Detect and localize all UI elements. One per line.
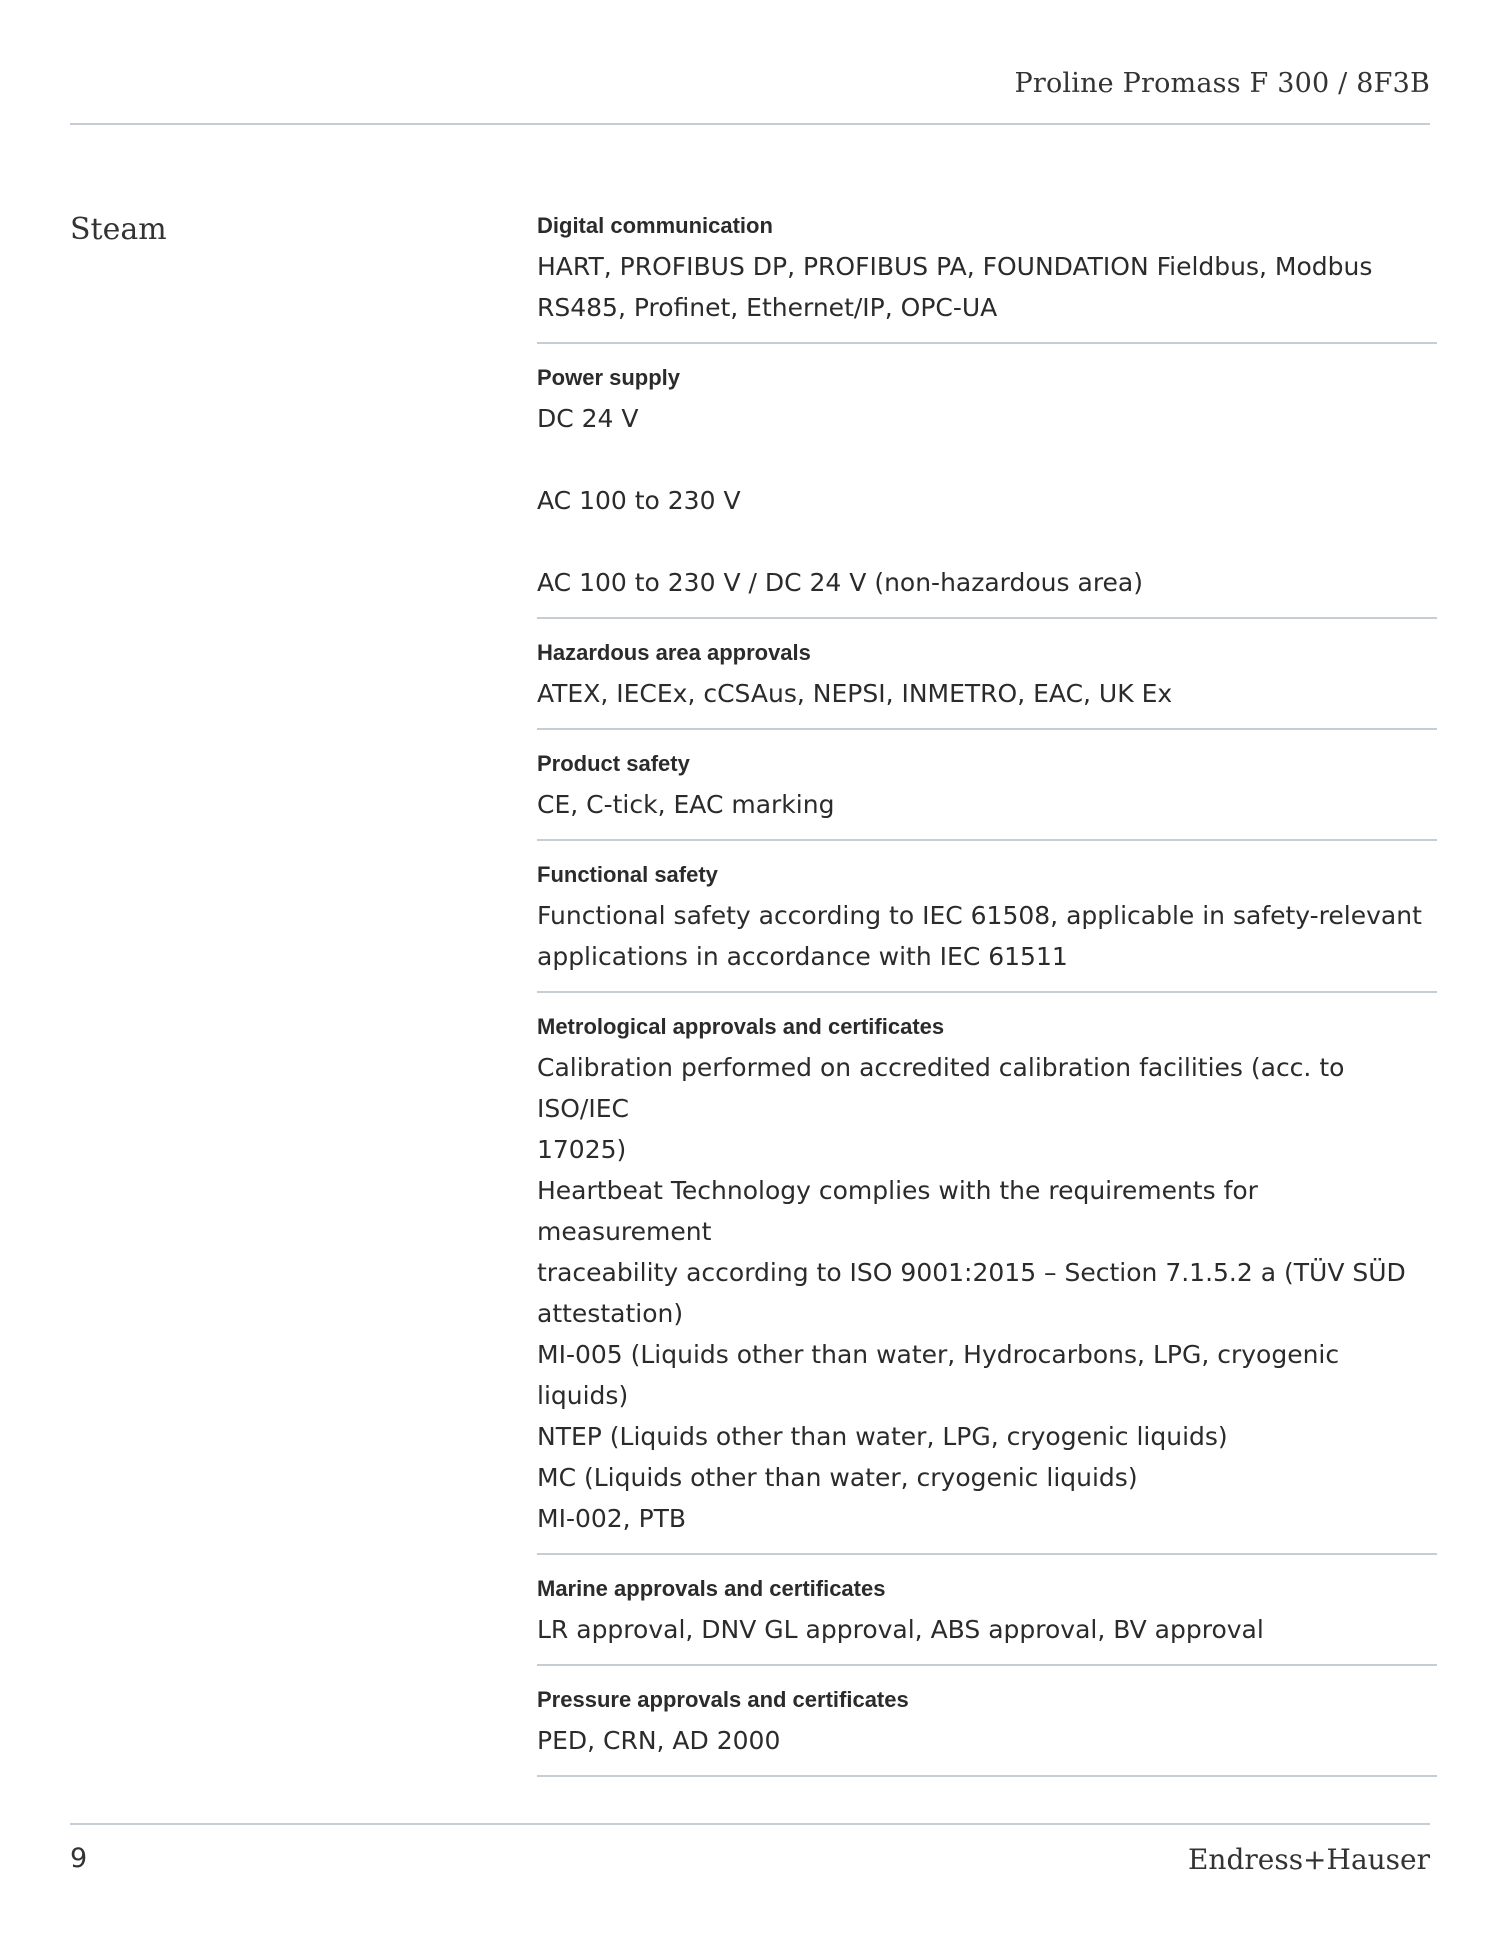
spec-list [537, 212, 1437, 1797]
entry-label: Pressure approvals and certificates [537, 1687, 909, 1712]
entry-text: ATEX, IECEx, cCSAus, NEPSI, INMETRO, EAC, UK Ex [537, 679, 1173, 708]
entry-text: traceability according to ISO 9001:2015 – Section 7.1.5.2 a (TÜV SÜD [537, 1258, 1406, 1287]
entry-text: LR approval, DNV GL approval, ABS approval, BV approval [537, 1615, 1264, 1644]
entry-text: DC 24 V [537, 404, 639, 433]
header-divider [70, 123, 1430, 125]
page-number: 9 [70, 1843, 88, 1874]
brand-name: Endress+Hauser [1187, 1843, 1430, 1876]
entry-label: Metrological approvals and certificates [537, 1014, 945, 1039]
entry-hazardous-area-approvals [537, 639, 1437, 730]
entry-text: PED, CRN, AD 2000 [537, 1726, 781, 1755]
entry-functional-safety [537, 861, 1437, 993]
entry-text: NTEP (Liquids other than water, LPG, cryogenic liquids) [537, 1422, 1228, 1451]
entry-product-safety [537, 750, 1437, 841]
entry-power-supply [537, 364, 1437, 619]
entry-text: attestation) [537, 1299, 684, 1328]
entry-text: applications in accordance with IEC 61511 [537, 942, 1068, 971]
entry-label: Marine approvals and certificates [537, 1576, 886, 1601]
header-title: Proline Promass F 300 / 8F3B [1014, 68, 1430, 99]
entry-digital-communication [537, 212, 1437, 344]
entry-text: AC 100 to 230 V / DC 24 V (non-hazardous area) [537, 568, 1144, 597]
entry-text: 17025) [537, 1135, 627, 1164]
entry-text: Calibration performed on accredited calibration facilities (acc. to ISO/IEC [537, 1053, 1345, 1123]
entry-label: Power supply [537, 365, 681, 390]
entry-text: MC (Liquids other than water, cryogenic liquids) [537, 1463, 1138, 1492]
blank-line [537, 521, 1437, 562]
entry-label: Digital communication [537, 213, 773, 238]
entry-label: Hazardous area approvals [537, 640, 811, 665]
entry-label: Product safety [537, 751, 690, 776]
footer-divider [70, 1823, 1430, 1825]
entry-text: Functional safety according to IEC 61508, applicable in safety-relevant [537, 901, 1422, 930]
entry-metrological-approvals [537, 1013, 1437, 1555]
section-title: Steam [70, 212, 167, 247]
entry-text: HART, PROFIBUS DP, PROFIBUS PA, FOUNDATION Fieldbus, Modbus [537, 252, 1373, 281]
entry-text: CE, C-tick, EAC marking [537, 790, 835, 819]
entry-text: AC 100 to 230 V [537, 486, 741, 515]
entry-text: MI-005 (Liquids other than water, Hydrocarbons, LPG, cryogenic liquids) [537, 1340, 1340, 1410]
entry-pressure-approvals [537, 1686, 1437, 1777]
entry-marine-approvals [537, 1575, 1437, 1666]
entry-label: Functional safety [537, 862, 718, 887]
entry-text: RS485, Profinet, Ethernet/IP, OPC-UA [537, 293, 998, 322]
entry-text: MI-002, PTB [537, 1504, 687, 1533]
entry-text: Heartbeat Technology complies with the requirements for measurement [537, 1176, 1258, 1246]
blank-line [537, 439, 1437, 480]
